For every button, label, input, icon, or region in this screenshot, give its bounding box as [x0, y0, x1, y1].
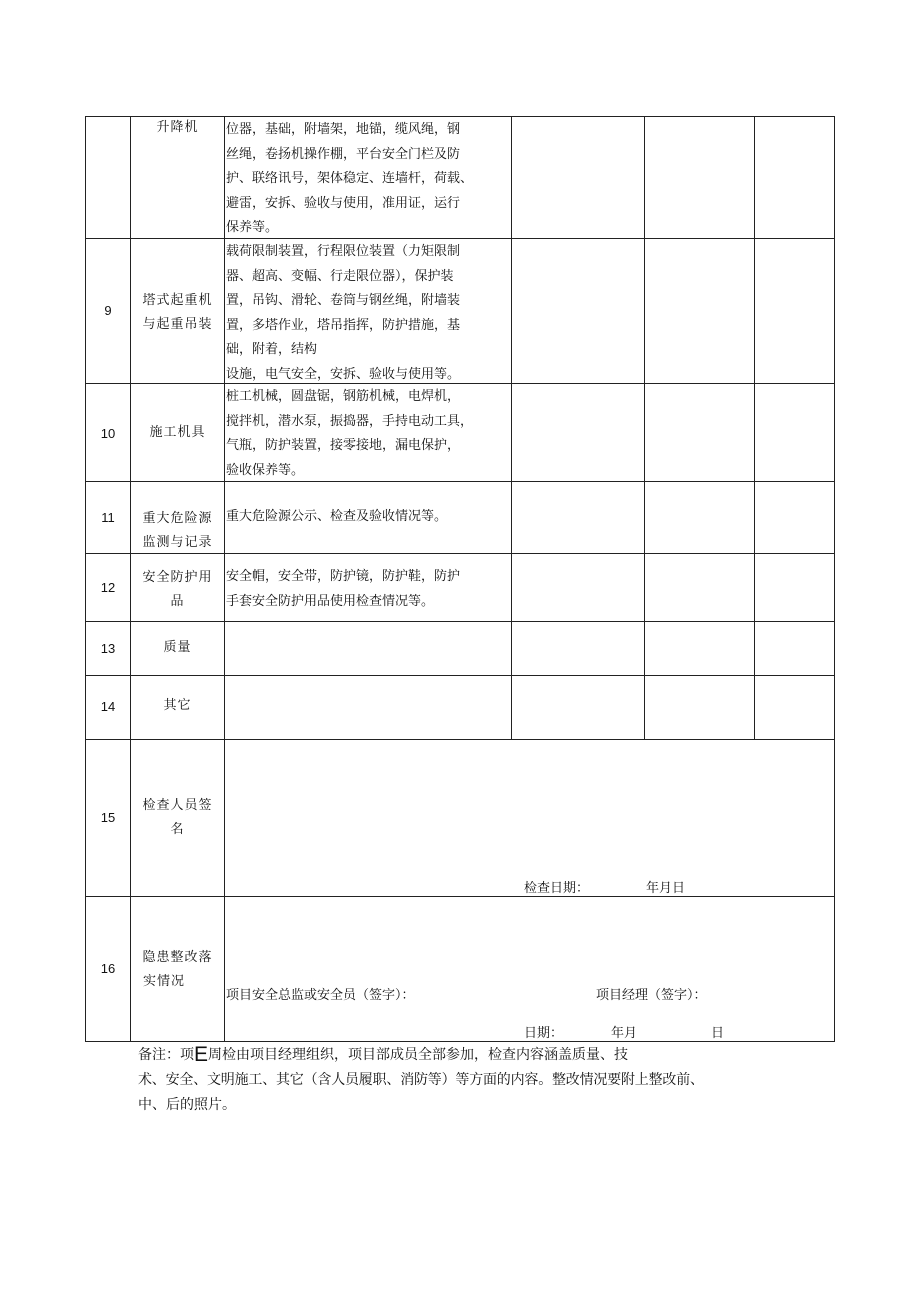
- safety-officer-sign-label: 项目安全总监或安全员（签字）：: [226, 988, 415, 1003]
- description-line: 安全帽，安全带，防护镜，防护鞋，防护: [226, 569, 461, 584]
- description-line: 载荷限制装置，行程限位装置（力矩限制: [226, 244, 461, 259]
- row-description: [226, 385, 511, 483]
- description-line: 保养等。: [226, 220, 279, 235]
- row-description: [226, 505, 511, 530]
- label-line: 隐患整改落: [142, 950, 213, 965]
- row-item-line: 塔式起重机: [142, 293, 213, 308]
- footnote-line-1: [138, 1043, 838, 1067]
- row-number: 15: [100, 810, 116, 825]
- rectification-date-label: 日期：: [524, 1026, 564, 1041]
- footnote-line-3: 中、后的照片。: [138, 1097, 236, 1113]
- row-number: 10: [100, 426, 116, 441]
- row-item-line: 品: [170, 594, 185, 609]
- row-item-line: 质量: [163, 640, 192, 655]
- description-line: 护、联络讯号，架体稳定、连墙杆，荷载、: [226, 171, 474, 186]
- label-line: 实情况: [143, 974, 186, 989]
- row-description: [226, 565, 511, 614]
- description-line: 位器，基础，附墙架，地锚，缆风绳，钢: [226, 122, 461, 137]
- note-prefix: 备注：项: [138, 1047, 194, 1063]
- note-glyph: E: [194, 1043, 209, 1066]
- inspector-signature-field[interactable]: [232, 744, 827, 878]
- description-line: 避雷，安拆、验收与使用，准用证，运行: [226, 195, 461, 211]
- inspection-date-units: 年月日: [646, 881, 686, 896]
- description-line: 置，吊钩、滑轮、卷筒与钢丝绳，附墙装: [226, 293, 461, 308]
- project-manager-sign-label: 项目经理（签字）：: [596, 988, 707, 1003]
- inspector-signature-label: [131, 794, 224, 842]
- row-item: [131, 636, 224, 660]
- row-item-line: 与起重吊装: [142, 317, 213, 332]
- row-item-line: 施工机具: [149, 425, 206, 440]
- description-line: 桩工机械，圆盘锯，钢筋机械，电焊机，: [226, 389, 461, 404]
- row-number: 13: [100, 641, 116, 656]
- description-line: 搅拌机，潜水泵，振捣器，手持电动工具，: [226, 413, 474, 429]
- row-description: [226, 118, 511, 241]
- row-number: 11: [101, 510, 115, 525]
- description-line: 器、超高、变幅、行走限位器），保护装: [226, 268, 454, 284]
- row-item: [131, 289, 224, 337]
- row-item: [131, 566, 224, 614]
- description-line: 验收保养等。: [226, 462, 305, 478]
- row-item: [131, 421, 224, 445]
- row-number: 9: [104, 303, 112, 318]
- description-line: 础，附着，结构: [226, 342, 318, 357]
- row-item: [131, 694, 224, 718]
- row-item-line: 重大危险源: [142, 511, 213, 526]
- rectification-date-month: 年月: [611, 1026, 638, 1041]
- label-line: 检查人员签: [142, 798, 213, 813]
- description-line: 设施，电气安全，安拆、验收与使用等。: [226, 366, 461, 382]
- footnote-line-2: 术、安全、文明施工、其它（含人员履职、消防等）等方面的内容。整改情况要附上整改前、: [138, 1072, 704, 1088]
- description-line: 置，多塔作业，塔吊指挥，防护措施，基: [226, 317, 461, 333]
- rectification-date-day: 日: [711, 1026, 725, 1041]
- row-item: [131, 507, 224, 555]
- row-item-line: 升降机: [156, 120, 199, 135]
- rectification-label: [131, 946, 224, 994]
- description-line: 手套安全防护用品使用检查情况等。: [226, 593, 435, 609]
- note-text: 周检由项目经理组织，项目部成员全部参加，检查内容涵盖质量、技: [208, 1047, 629, 1063]
- description-line: 重大危险源公示、检查及验收情况等。: [226, 509, 448, 524]
- row-description: [226, 240, 511, 387]
- description-line: 丝绳，卷扬机操作棚，平台安全门栏及防: [226, 146, 461, 162]
- row-item-line: 安全防护用: [142, 570, 213, 585]
- row-item-line: 监测与记录: [142, 535, 213, 550]
- description-line: 气瓶，防护装置，接零接地，漏电保护，: [226, 438, 461, 453]
- row-item-line: 其它: [163, 698, 192, 713]
- row-item: [131, 116, 224, 140]
- inspection-date-label: 检查日期：: [524, 881, 590, 896]
- label-line: 名: [170, 822, 185, 837]
- row-number: 14: [100, 699, 116, 714]
- row-number: 16: [100, 961, 116, 976]
- row-number: 12: [100, 580, 116, 595]
